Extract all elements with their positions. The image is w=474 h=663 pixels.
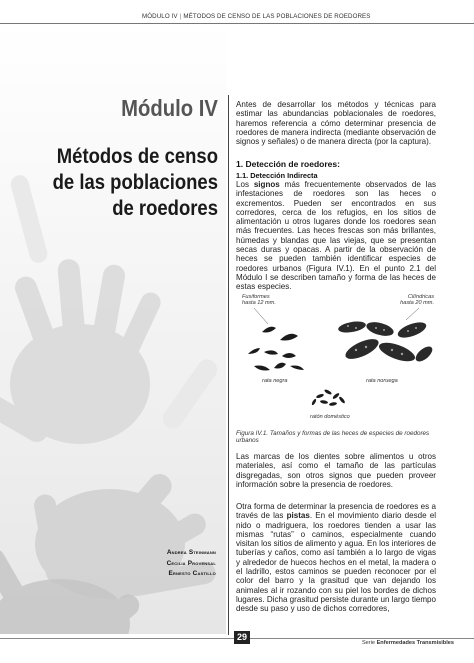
series-footer xyxy=(362,640,454,646)
author-name: Andrea Steinmann xyxy=(166,549,216,556)
figure-caption: Figura IV.1. Tamaños y formas de las heces de especies de roedores urbanos xyxy=(236,430,430,445)
rata-noruega-label: rata noruega xyxy=(366,378,398,384)
authors-block xyxy=(167,548,216,580)
series-prefix: Serie xyxy=(361,640,376,646)
para3-lead: Otra forma de determinar la presencia de roedores es a través de las xyxy=(236,502,436,521)
raton-domestico-label: ratón doméstico xyxy=(310,414,350,420)
paragraph-pistas xyxy=(236,502,436,614)
para3-text: . En el movimiento diario desde el nido o madriguera, los roedores tienden a usar las mismas “rutas” o caminos, especialmente cuando visitan los sitios de alimento y agua. En los interiores de tuberías y caños, como así también a lo largo de vigas y alrededor de huecos hechos en el metal, la madera o el ladrillo, estos caminos se pueden reconocer por el color del barro y la grasitud que van dejando los animales al ir rozando con su piel los bordes de dichos lugares. Dicha grasitud persiste durante un largo tiempo desde su paso y uso de dichos corredores, xyxy=(236,511,436,614)
header-chapter: MÉTODOS DE CENSO DE LAS POBLACIONES DE ROEDORES xyxy=(183,13,371,20)
header-separator: | xyxy=(179,13,182,20)
figure-iv-1 xyxy=(234,292,444,427)
column-divider xyxy=(228,95,229,635)
intro-paragraph xyxy=(236,100,436,146)
para1-lead: Los xyxy=(236,180,254,189)
para1-text: más frecuentemente observados de las infestaciones de roedores son las heces o excrementos. Pueden ser encontrados en sus corredores, cerca de los refugios, en los sitios de alimentación u otros lugares donde los roedores sean más frecuentes. Las heces frescas son más brillantes, húmedas y blandas que las viejas, que se presentan secas duras y opacas. A partir de la observación de heces se pueden también identificar especies de roedores urbanos (Figura IV.1). En el punto 2.1 del Módulo I se describen tamaño y forma de las heces de estas especies. xyxy=(236,180,436,292)
author-name: Ernesto Castillo xyxy=(168,570,216,577)
chapter-title xyxy=(33,144,218,222)
page-number: 29 xyxy=(234,631,250,644)
paragraph-signos xyxy=(236,180,436,292)
header-module: MÓDULO IV xyxy=(142,13,178,20)
para3-keyword: pistas xyxy=(286,511,310,521)
module-title: Módulo IV xyxy=(121,95,218,121)
chapter-title-line: de las poblaciones xyxy=(52,171,219,194)
chapter-title-line: de roedores xyxy=(112,197,218,220)
para2-text: Las marcas de los dientes sobre alimentos u otros materiales, así como el tamaño de las partículas disgregadas, son otros signos que pueden proveer información sobre la presencia de roedores. xyxy=(236,452,436,489)
intro-text: Antes de desarrollar los métodos y técnicas para estimar las abundancias poblacionales de roedores, haremos referencia a cómo determinar presencia de roedores de manera indirecta (mediante observación de signos y señales) o de manera directa (por la captura). xyxy=(236,100,436,147)
para1-keyword: signos xyxy=(253,180,280,189)
cilindricas-label-text: Cilíndricas xyxy=(407,294,434,300)
fusiformes-label-text: Fusiformes xyxy=(242,294,270,300)
paragraph-marcas xyxy=(236,452,436,489)
subsection-heading: 1.1. Detección Indirecta xyxy=(236,171,318,180)
chapter-title-line: Métodos de censo xyxy=(56,145,218,168)
series-name: Enfermedades Transmisibles xyxy=(376,640,454,646)
section-heading: 1. Detección de roedores: xyxy=(236,159,340,169)
author-name: Cecilia Provensal xyxy=(166,559,216,567)
droppings-illustration xyxy=(234,292,444,427)
rata-negra-label: rata negra xyxy=(262,378,288,384)
cilindricas-size-text: hasta 20 mm. xyxy=(400,300,434,307)
running-header xyxy=(142,13,371,20)
fusiformes-size-text: hasta 12 mm. xyxy=(242,300,276,307)
